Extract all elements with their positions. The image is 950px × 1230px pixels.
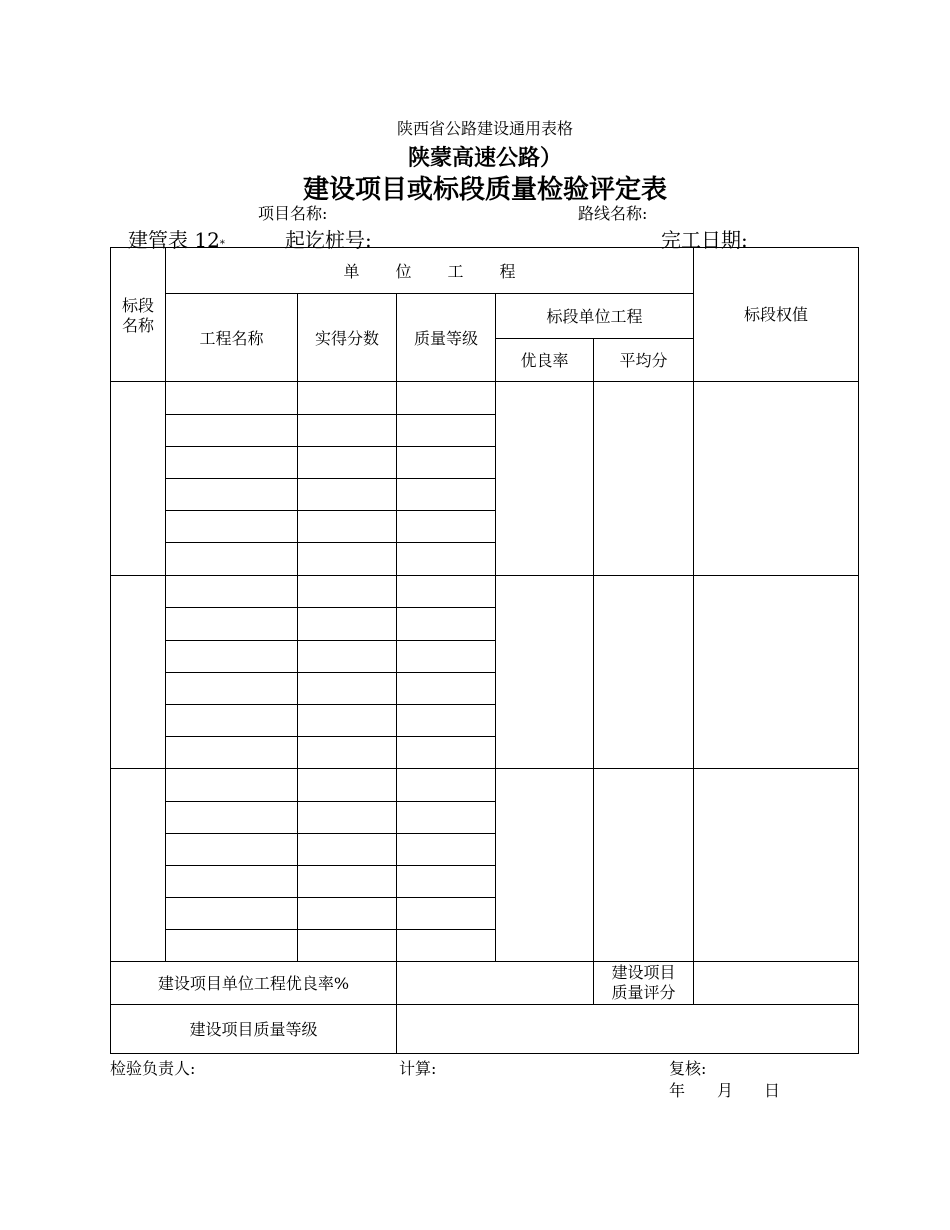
score-header: 实得分数: [314, 329, 379, 348]
average-score-header: 平均分: [619, 351, 668, 370]
table-border: [111, 248, 859, 1054]
unit-project-header: 单位工程: [343, 262, 552, 281]
station-label: 起讫桩号:: [285, 228, 372, 252]
excellent-rate-header: 优良率: [520, 351, 569, 370]
form-title-line2: 建设项目或标段质量检验评定表: [302, 175, 667, 205]
quality-grade-header: 质量等级: [413, 329, 478, 348]
section-unit-project-header: 标段单位工程: [546, 307, 643, 326]
date-day: 日: [764, 1081, 781, 1100]
form-subtitle: 陕西省公路建设通用表格: [396, 119, 573, 138]
project-excellent-rate-label: 建设项目单位工程优良率%: [157, 974, 350, 993]
project-name-label: 项目名称:: [258, 204, 328, 223]
completion-date-label: 完工日期:: [661, 228, 748, 252]
review-label: 复核:: [669, 1059, 707, 1078]
section-name-header: [111, 296, 165, 336]
project-quality-score-label-text: 建设项目质量评分: [611, 963, 676, 1002]
calc-label: 计算:: [399, 1059, 437, 1078]
project-name-header: 工程名称: [199, 329, 264, 348]
section-weight-header: 标段权值: [743, 305, 808, 324]
form-title-line1: 陕蒙高速公路）: [407, 146, 562, 171]
project-quality-score-label: [594, 963, 693, 1003]
form-code-mark: *: [219, 239, 225, 250]
project-quality-grade-label: 建设项目质量等级: [189, 1020, 318, 1039]
date-month: 月: [717, 1081, 734, 1100]
form-code-text: 建管表 12: [128, 228, 220, 252]
route-name-label: 路线名称:: [578, 204, 648, 223]
date-year: 年: [669, 1081, 686, 1100]
inspector-label: 检验负责人:: [110, 1059, 196, 1078]
section-name-header-text: 标段名称: [121, 296, 154, 335]
